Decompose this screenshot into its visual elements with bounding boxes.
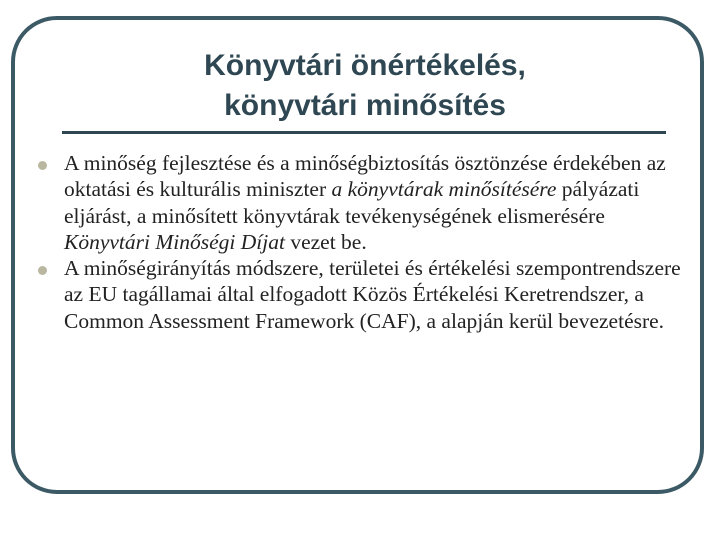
bullet-text-segment-italic: Könyvtári Minőségi Díjat [64,229,285,254]
bullet-text-segment-italic: a könyvtárak minősítésére [331,177,557,202]
bullet-text [64,256,681,333]
bullet-item [38,150,688,255]
bullet-list [38,150,688,334]
bullet-dot-icon [38,161,47,170]
title-line-2: könyvtári minősítés [224,89,506,122]
slide-title [60,46,670,126]
bullet-text-segment: A minőség fejlesztése és a minőségbiztosítás ösztönzése érdekében az oktatási és kulturális miniszter [64,151,666,202]
bullet-text-segment: A minőségirányítás módszere, területei és értékelési szempontrendszere az EU tagállamai által elfogadott Közös Értékelési Keretrendszer, a Common Assessment Framework (CAF), a alapján kerül bevezetésre. [64,256,681,333]
title-line-1: Könyvtári önértékelés, [204,49,526,82]
bullet-text [64,151,666,254]
title-divider [62,131,666,134]
bullet-item [38,255,688,334]
bullet-text-segment: vezet be. [284,229,367,254]
bullet-dot-icon [38,266,47,275]
bullet-text-segment: pályázati eljárást, a minősített könyvtárak tevékenységének elismerésére [64,177,640,228]
